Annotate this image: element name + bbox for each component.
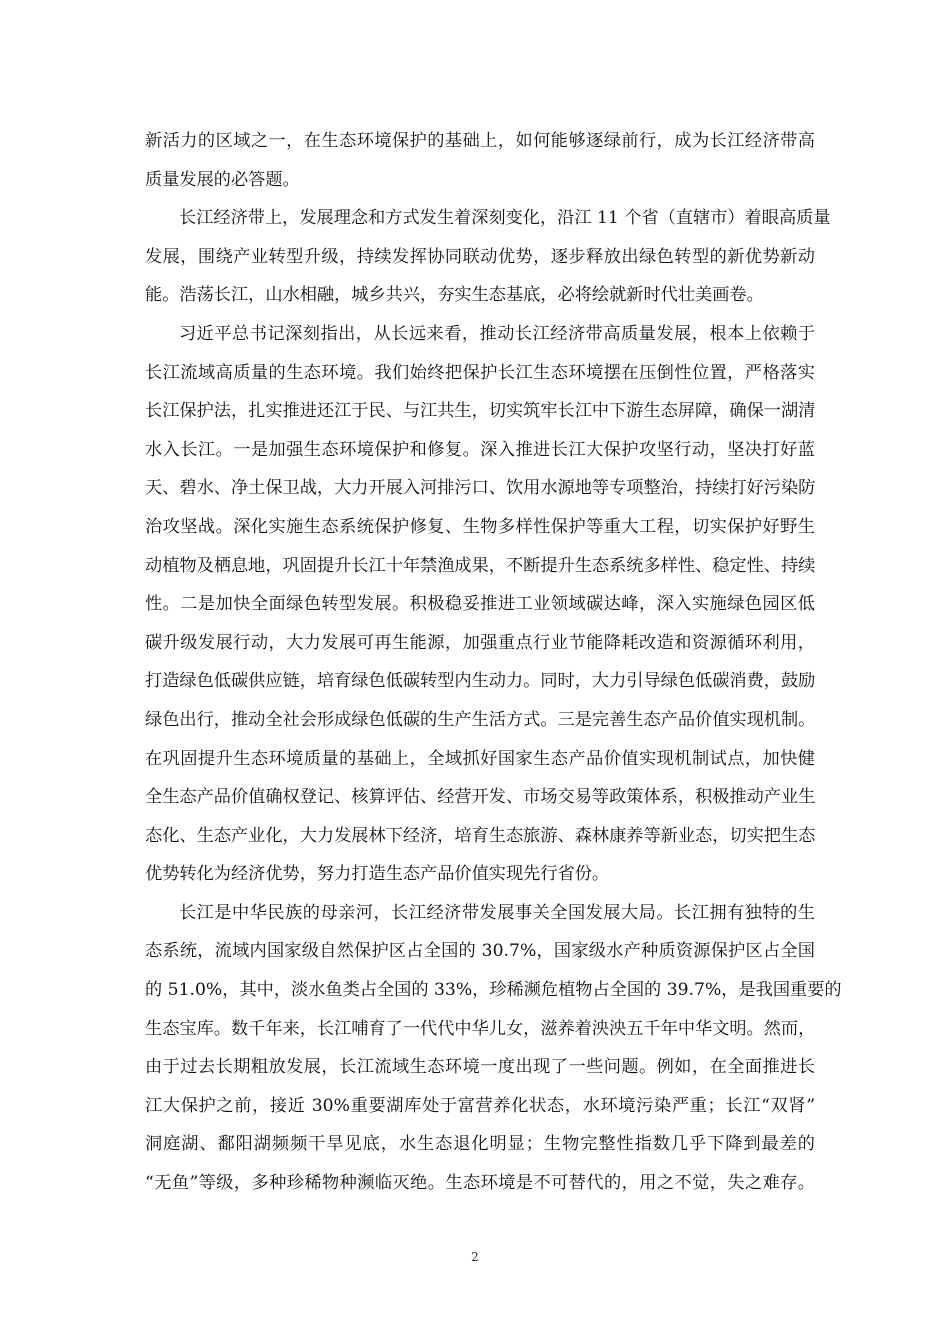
text-line: “无鱼”等级，多种珍稀物种濒临灭绝。生态环境是不可替代的，用之不觉，失之难存。 — [145, 1173, 815, 1194]
text-line: 能。浩荡长江，山水相融，城乡共兴，夯实生态基底，必将绘就新时代壮美画卷。 — [145, 285, 764, 306]
text-line: 态系统，流域内国家级自然保护区占全国的 30.7%，国家级水产种质资源保护区占全国 — [145, 941, 815, 962]
text-line: 发展，围绕产业转型升级，持续发挥协同联动优势，逐步释放出绿色转型的新优势新动 — [145, 246, 815, 267]
text-line: 长江是中华民族的母亲河，长江经济带发展事关全国发展大局。长江拥有独特的生 — [179, 902, 815, 923]
text-line: 洞庭湖、鄱阳湖频频干旱见底，水生态退化明显；生物完整性指数几乎下降到最差的 — [145, 1134, 815, 1155]
text-line: 态化、生态产业化，大力发展林下经济，培育生态旅游、森林康养等新业态，切实把生态 — [145, 825, 816, 846]
text-line: 由于过去长期粗放发展，长江流域生态环境一度出现了一些问题。例如，在全面推进长 — [145, 1057, 815, 1078]
text-line: 性。二是加快全面绿色转型发展。积极稳妥推进工业领域碳达峰，深入实施绿色园区低 — [145, 594, 815, 615]
text-line: 的 51.0%，其中，淡水鱼类占全国的 33%，珍稀濒危植物占全国的 39.7%，是我国重要的 — [145, 980, 842, 1001]
text-line: 优势转化为经济优势，努力打造生态产品价值实现先行省份。 — [145, 864, 610, 885]
paragraph — [145, 199, 831, 315]
text-line: 打造绿色低碳供应链，培育绿色低碳转型内生动力。同时，大力引导绿色低碳消费，鼓励 — [145, 671, 816, 692]
text-line: 长江流域高质量的生态环境。我们始终把保护长江生态环境摆在压倒性位置，严格落实 — [145, 362, 815, 383]
text-line: 绿色出行，推动全社会形成绿色低碳的生产生活方式。三是完善生态产品价值实现机制。 — [145, 709, 816, 730]
page-number: 2 — [471, 1250, 479, 1264]
text-line: 天、碧水、净土保卫战，大力开展入河排污口、饮用水源地等专项整治，持续打好污染防 — [145, 478, 816, 499]
text-line: 治攻坚战。深化实施生态系统保护修复、生物多样性保护等重大工程，切实保护好野生 — [145, 516, 815, 537]
text-line: 长江保护法，扎实推进还江于民、与江共生，切实筑牢长江中下游生态屏障，确保一湖清 — [145, 401, 816, 422]
text-line: 习近平总书记深刻指出，从长远来看，推动长江经济带高质量发展，根本上依赖于 — [179, 323, 815, 344]
text-line: 碳升级发展行动，大力发展可再生能源，加强重点行业节能降耗改造和资源循环利用， — [145, 632, 815, 653]
paragraph — [145, 122, 815, 199]
document-body — [145, 122, 842, 1203]
paragraph — [145, 315, 815, 894]
text-line: 生态宝库。数千年来，长江哺育了一代代中华儿女，滋养着泱泱五千年中华文明。然而， — [145, 1018, 816, 1039]
text-line: 江大保护之前，接近 30%重要湖库处于富营养化状态，水环境污染严重；长江“双肾” — [145, 1095, 815, 1116]
text-line: 在巩固提升生态环境质量的基础上，全域抓好国家生态产品价值实现机制试点，加快健 — [145, 748, 815, 769]
text-line: 水入长江。一是加强生态环境保护和修复。深入推进长江大保护攻坚行动，坚决打好蓝 — [145, 439, 815, 460]
text-line: 全生态产品价值确权登记、核算评估、经营开发、市场交易等政策体系，积极推动产业生 — [145, 787, 816, 808]
paragraph — [145, 894, 842, 1203]
text-line: 新活力的区域之一，在生态环境保护的基础上，如何能够逐绿前行，成为长江经济带高 — [145, 131, 815, 151]
text-line: 质量发展的必答题。 — [145, 169, 300, 190]
text-line: 动植物及栖息地，巩固提升长江十年禁渔成果，不断提升生态系统多样性、稳定性、持续 — [145, 555, 816, 576]
text-line: 长江经济带上，发展理念和方式发生着深刻变化，沿江 11 个省（直辖市）着眼高质量 — [179, 208, 831, 229]
